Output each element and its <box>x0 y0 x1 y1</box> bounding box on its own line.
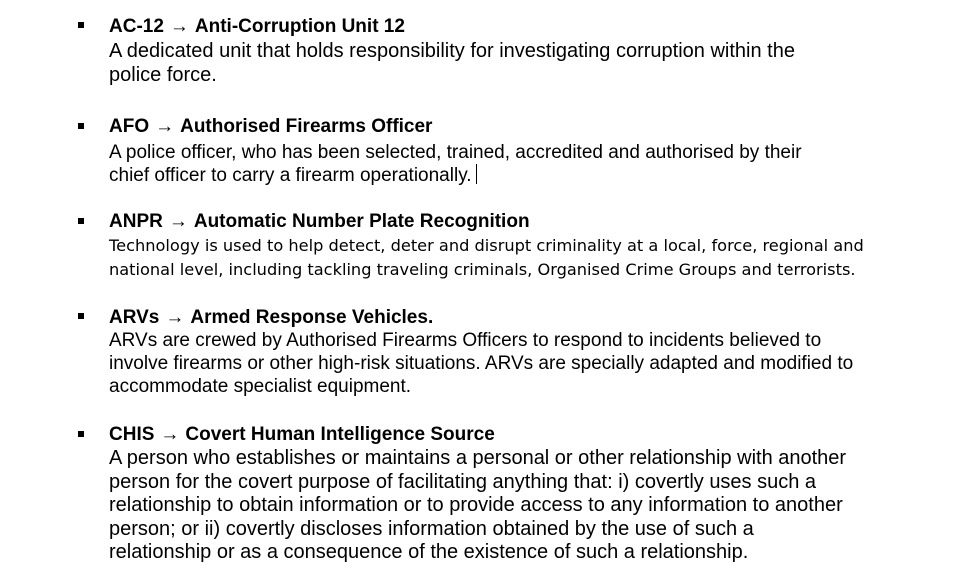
arrow-right-icon: → <box>160 424 180 445</box>
term-full-name: Anti-Corruption Unit 12 <box>194 16 405 37</box>
description-line: involve firearms or other high-risk situations. ARVs are specially adapted and modified to <box>109 353 854 374</box>
term-description <box>109 329 869 398</box>
description-line: A dedicated unit that holds responsibility for investigating corruption within the <box>109 40 795 62</box>
glossary-term <box>109 306 433 329</box>
description-line: person for the covert purpose of facilitating anything that: i) covertly uses such a <box>109 470 817 493</box>
term-abbreviation: AFO <box>109 116 150 137</box>
bullet-icon <box>78 313 84 319</box>
glossary-term <box>109 210 530 233</box>
text-cursor <box>476 164 478 184</box>
term-full-name: Covert Human Intelligence Source <box>185 424 495 445</box>
term-abbreviation: ANPR <box>109 211 163 232</box>
glossary-term <box>109 423 495 446</box>
description-line: national level, including tackling traveling criminals, Organised Crime Groups and terrorists. <box>109 260 856 279</box>
term-abbreviation: AC-12 <box>109 16 164 37</box>
description-line: accommodate specialist equipment. <box>109 376 412 397</box>
bullet-icon <box>78 123 84 129</box>
description-line: A police officer, who has been selected, trained, accredited and authorised by their <box>109 142 802 163</box>
glossary-term <box>109 115 432 138</box>
arrow-right-icon: → <box>165 307 185 328</box>
description-line <box>109 164 869 187</box>
description-line: relationship to obtain information or to provide access to any information to another <box>109 494 843 516</box>
arrow-right-icon: → <box>168 211 188 232</box>
glossary-term <box>109 15 405 38</box>
description-line: police force. <box>109 63 217 86</box>
term-abbreviation: CHIS <box>109 424 155 445</box>
description-line: A person who establishes or maintains a personal or other relationship with another <box>109 447 847 469</box>
term-description <box>109 141 869 187</box>
bullet-icon <box>78 218 84 224</box>
term-full-name: Automatic Number Plate Recognition <box>193 211 530 232</box>
arrow-right-icon: → <box>169 16 189 37</box>
term-description <box>109 234 869 282</box>
term-abbreviation: ARVs <box>109 307 160 328</box>
description-line-text: chief officer to carry a firearm operationally. <box>109 165 472 186</box>
bullet-icon <box>78 22 84 28</box>
description-line: ARVs are crewed by Authorised Firearms Officers to respond to incidents believed to <box>109 330 822 351</box>
bullet-icon <box>78 431 84 437</box>
term-full-name: Armed Response Vehicles. <box>190 307 434 328</box>
description-line: relationship or as a consequence of the existence of such a relationship. <box>109 541 749 563</box>
term-full-name: Authorised Firearms Officer <box>180 116 433 137</box>
description-line: Technology is used to help detect, deter and disrupt criminality at a local, force, regional and <box>109 236 864 255</box>
description-line: person; or ii) covertly discloses information obtained by the use of such a <box>109 517 754 540</box>
term-description <box>109 447 859 565</box>
arrow-right-icon: → <box>155 116 175 137</box>
term-description <box>109 40 859 87</box>
